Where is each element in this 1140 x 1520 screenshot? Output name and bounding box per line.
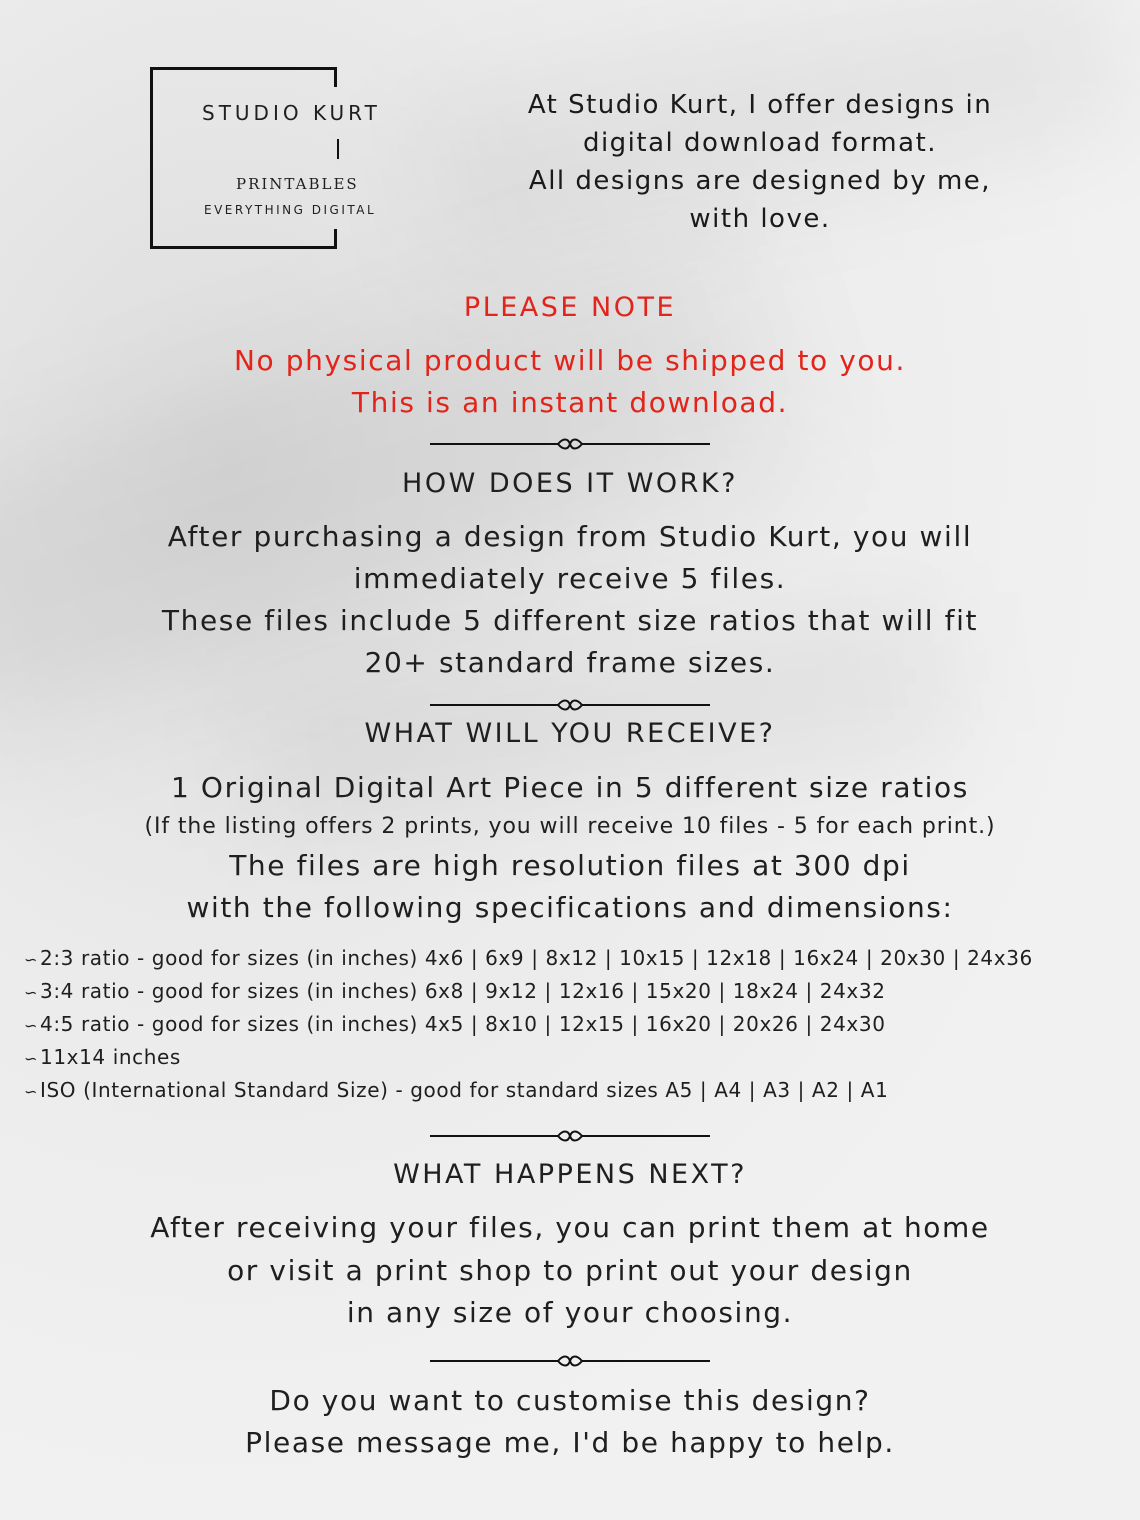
next-line: or visit a print shop to print out your design	[227, 1254, 913, 1287]
intro-line: At Studio Kurt, I offer designs in	[527, 90, 993, 120]
receive-note: (If the listing offers 2 prints, you will receive 10 files - 5 for each print.)	[144, 814, 996, 839]
intro-line: with love.	[689, 204, 831, 234]
how-line: After purchasing a design from Studio Kurt, you will	[167, 520, 973, 553]
receive-heading: WHAT WILL YOU RECEIVE?	[364, 718, 776, 749]
next-heading: WHAT HAPPENS NEXT?	[393, 1159, 747, 1190]
logo-frame	[150, 67, 153, 249]
intro-text	[490, 86, 1030, 238]
how-line: 20+ standard frame sizes.	[364, 646, 776, 679]
receive-line: with the following specifications and dimensions:	[186, 891, 954, 924]
spec-item	[24, 946, 1033, 970]
studio-logo	[150, 67, 381, 249]
logo-tagline: EVERYTHING DIGITAL	[204, 203, 377, 217]
how-line: These files include 5 different size ratios that will fit	[161, 604, 979, 637]
spec-item	[24, 1012, 886, 1036]
please-note-heading: PLEASE NOTE	[463, 292, 677, 323]
logo-title: STUDIO KURT	[202, 101, 381, 125]
logo-frame	[334, 229, 337, 249]
spec-text: 11x14 inches	[40, 1045, 181, 1069]
logo-subtitle: PRINTABLES	[236, 175, 359, 193]
spec-item	[24, 979, 886, 1003]
how-line: immediately receive 5 files.	[353, 562, 787, 595]
bullet-icon: ∽	[24, 1049, 39, 1068]
logo-frame	[150, 67, 336, 70]
intro-line: All designs are designed by me,	[528, 166, 992, 196]
spec-item	[24, 1078, 888, 1102]
intro-line: digital download format.	[582, 128, 938, 158]
ornament-divider	[420, 1129, 720, 1143]
bullet-icon: ∽	[24, 950, 39, 969]
ornament-divider	[420, 698, 720, 712]
spec-text: ISO (International Standard Size) - good for standard sizes A5 | A4 | A3 | A2 | A1	[40, 1078, 889, 1102]
spec-text: 4:5 ratio - good for sizes (in inches) 4x5 | 8x10 | 12x15 | 16x20 | 20x26 | 24x30	[40, 1012, 886, 1036]
next-line: in any size of your choosing.	[346, 1296, 794, 1329]
next-line: After receiving your files, you can print them at home	[150, 1211, 990, 1244]
logo-frame	[150, 246, 336, 249]
custom-line: Please message me, I'd be happy to help.	[245, 1426, 895, 1459]
note-line: This is an instant download.	[351, 386, 789, 419]
bullet-icon: ∽	[24, 1016, 39, 1035]
ornament-divider	[420, 437, 720, 451]
spec-item	[24, 1045, 181, 1069]
custom-line: Do you want to customise this design?	[269, 1384, 871, 1417]
spec-text: 2:3 ratio - good for sizes (in inches) 4x6 | 6x9 | 8x12 | 10x15 | 12x18 | 16x24 | 20x30 | 24x36	[40, 946, 1033, 970]
receive-line: 1 Original Digital Art Piece in 5 different size ratios	[171, 771, 969, 804]
logo-separator	[337, 139, 339, 159]
spec-text: 3:4 ratio - good for sizes (in inches) 6x8 | 9x12 | 12x16 | 15x20 | 18x24 | 24x32	[40, 979, 886, 1003]
logo-frame	[334, 67, 337, 87]
bullet-icon: ∽	[24, 983, 39, 1002]
receive-line: The files are high resolution files at 300 dpi	[229, 849, 911, 882]
how-heading: HOW DOES IT WORK?	[402, 468, 738, 499]
ornament-divider	[420, 1354, 720, 1368]
note-line: No physical product will be shipped to you.	[233, 344, 907, 377]
bullet-icon: ∽	[24, 1082, 39, 1101]
